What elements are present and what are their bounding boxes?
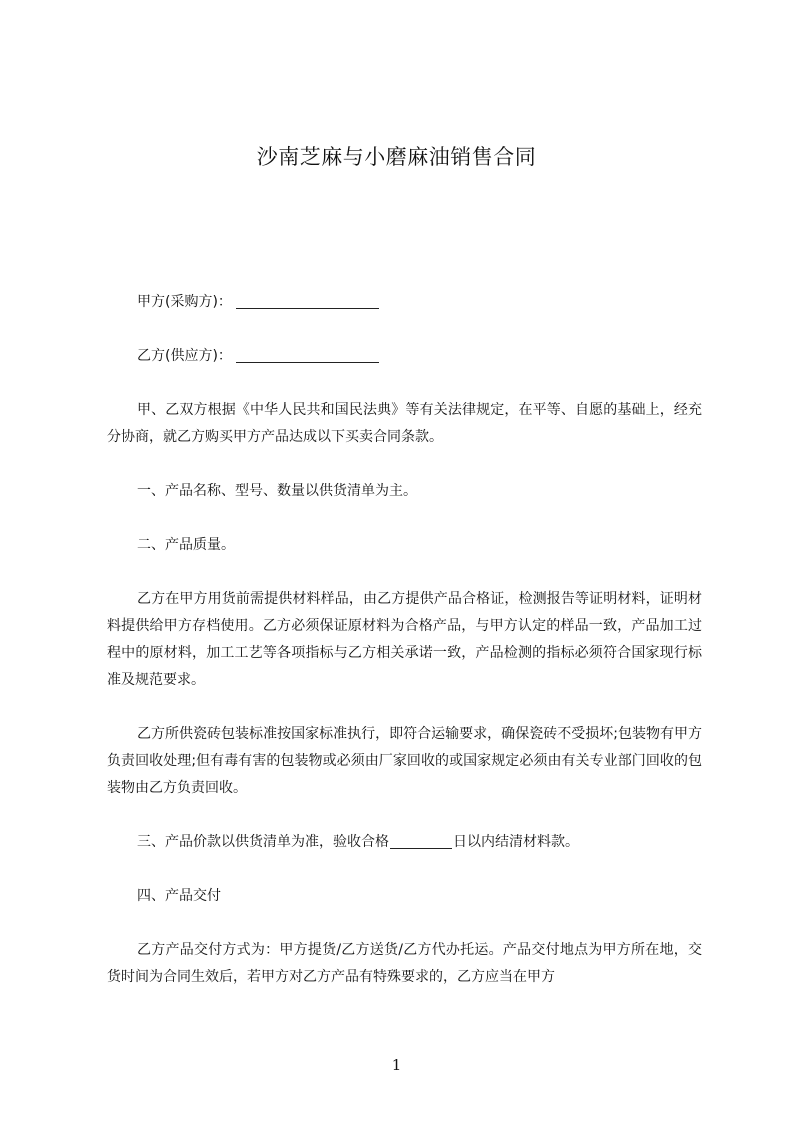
party-a-blank <box>236 292 379 309</box>
party-b-blank <box>236 346 379 363</box>
delivery-paragraph: 乙方产品交付方式为：甲方提货/乙方送货/乙方代办托运。产品交付地点为甲方所在地，交货时间为合同生效后，若甲方对乙方产品有特殊要求的，乙方应当在甲方 <box>107 942 702 985</box>
payment-days-blank <box>390 832 452 849</box>
quality-paragraph: 乙方在甲方用货前需提供材料样品，由乙方提供产品合格证，检测报告等证明材料，证明材料提供给甲方存档使用。乙方必须保证原材料为合格产品，与甲方认定的样品一致，产品加工过程中的原材料，加工工艺等各项指标与乙方相关承诺一致，产品检测的指标必须符合国家现行标准及规范要求。 <box>107 591 702 688</box>
party-b-line <box>107 343 702 370</box>
party-b-label: 乙方(供应方)： <box>137 348 232 364</box>
party-a-line <box>107 289 702 316</box>
preamble-paragraph: 甲、乙双方根据《中华人民共和国民法典》等有关法律规定，在平等、自愿的基础上，经充分协商，就乙方购买甲方产品达成以下买卖合同条款。 <box>107 402 702 445</box>
price-clause-before: 三、产品价款以供货清单为准，验收合格 <box>137 834 389 850</box>
document-title: 沙南芝麻与小磨麻油销售合同 <box>256 145 537 169</box>
packaging-paragraph: 乙方所供瓷砖包装标准按国家标准执行，即符合运输要求，确保瓷砖不受损坏;包装物有甲方负责回收处理;但有毒有害的包装物或必须由厂家回收的或国家规定必须由有关专业部门回收的包装物由乙方负责回收。 <box>107 726 702 796</box>
clause-4-heading: 四、产品交付 <box>137 888 221 904</box>
page-number: 1 <box>391 1056 402 1074</box>
clause-2-heading: 二、产品质量。 <box>137 537 235 553</box>
document-body <box>107 289 702 1018</box>
party-a-label: 甲方(采购方)： <box>137 294 232 310</box>
clause-3-price <box>107 829 702 856</box>
price-clause-after: 日以内结清材料款。 <box>453 834 579 850</box>
clause-1-heading: 一、产品名称、型号、数量以供货清单为主。 <box>137 483 417 499</box>
